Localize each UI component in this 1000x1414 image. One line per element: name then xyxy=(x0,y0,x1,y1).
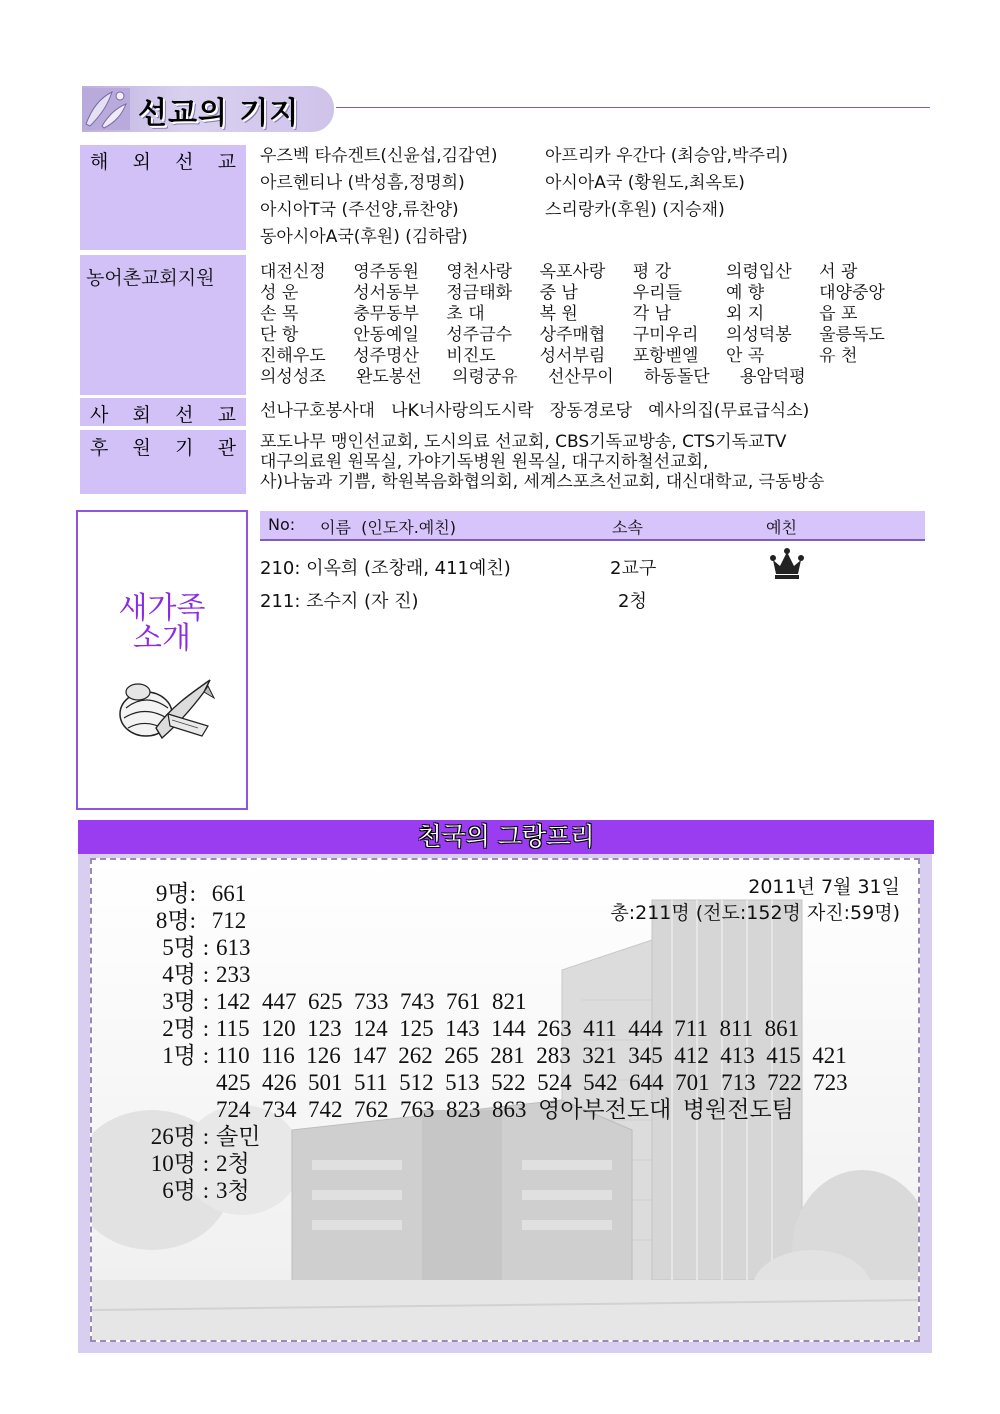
rural-church: 정금태화 xyxy=(446,283,513,303)
row-count: 6명 xyxy=(162,1178,196,1203)
row-separator: : xyxy=(202,1178,210,1203)
row-separator: : xyxy=(202,1016,210,1041)
row-count: 3명 xyxy=(162,989,196,1014)
sponsor-label-char: 기 xyxy=(175,437,194,459)
grand-prix-row xyxy=(216,1069,848,1096)
row-values: 2청 xyxy=(216,1151,250,1176)
rural-church: 대양중앙 xyxy=(819,283,885,303)
row-separator: : xyxy=(202,962,210,987)
row-count: 5명 xyxy=(162,935,196,960)
rural-church: 우리들 xyxy=(632,283,683,303)
row-count: 2명 xyxy=(162,1016,196,1041)
grand-prix-row xyxy=(124,988,527,1015)
grand-prix-title: 천국의 그랑프리 xyxy=(417,822,595,851)
sponsor-list xyxy=(260,432,824,492)
crown-icon xyxy=(770,548,804,580)
rural-church: 유 천 xyxy=(819,346,858,366)
grand-prix-row xyxy=(124,1123,260,1150)
page-title: 선교의 기지 xyxy=(138,96,300,131)
row-count: 26명 xyxy=(150,1124,196,1149)
overseas-label-cell xyxy=(80,145,246,250)
row-count: 8명: xyxy=(155,908,196,933)
rural-label: 농어촌교회지원 xyxy=(86,267,215,289)
overseas-item: 동아시아A국(후원) (김하람) xyxy=(260,227,468,247)
rural-church: 하동돌단 xyxy=(644,367,710,387)
row-separator: : xyxy=(202,1151,210,1176)
rural-church: 대전신정 xyxy=(260,262,326,282)
rural-row xyxy=(260,283,912,304)
rural-church: 비진도 xyxy=(446,346,496,366)
rural-church: 평 강 xyxy=(632,262,671,282)
social-label xyxy=(80,398,246,427)
rural-church: 의성덕봉 xyxy=(725,325,792,345)
row-values: 233 xyxy=(216,962,251,987)
social-label-cell xyxy=(80,398,246,426)
new-family-title-line: 소개 xyxy=(133,621,191,656)
row-values: 613 xyxy=(216,935,251,960)
rural-church: 성서부림 xyxy=(539,346,606,366)
row-count: 9명: xyxy=(155,881,196,906)
row-separator: : xyxy=(202,1043,210,1068)
rural-church: 상주매협 xyxy=(539,325,606,345)
grand-prix-date: 2011년 7월 31일 xyxy=(748,876,900,898)
leaf-decoration-icon xyxy=(82,88,130,130)
grand-prix-row xyxy=(124,1042,847,1069)
sponsor-label-char: 관 xyxy=(217,437,236,459)
row-values: 724 734 742 762 763 823 863 영아부전도대 병원전도팀 xyxy=(216,1097,794,1122)
sponsor-label-char: 후 xyxy=(90,437,109,459)
rural-church: 읍 포 xyxy=(819,304,858,324)
row-count: 10명 xyxy=(150,1151,196,1176)
overseas-item: 아프리카 우간다 (최승암,박주리) xyxy=(545,146,788,166)
row-values: 솔민 xyxy=(216,1124,261,1149)
sponsor-line: 사)나눔과 기쁨, 학원복음화협의회, 세계스포츠선교회, 대신대학교, 극동방송 xyxy=(260,472,825,492)
grand-prix-row xyxy=(216,1096,794,1123)
rural-church: 영천사랑 xyxy=(446,262,513,282)
grand-prix-total: 총:211명 (전도:152명 자진:59명) xyxy=(610,902,900,924)
rural-church: 손 목 xyxy=(260,304,299,324)
rural-church: 성 운 xyxy=(260,283,299,303)
rural-row xyxy=(260,346,912,367)
grand-prix-row xyxy=(124,934,251,961)
sponsor-line: 대구의료원 원목실, 가야기독병원 원목실, 대구지하철선교회, xyxy=(260,452,709,472)
fish-and-bread-illustration-icon xyxy=(112,668,216,744)
sponsor-label xyxy=(80,430,246,460)
row-values: 115 120 123 124 125 143 144 263 411 444 711 811 861 xyxy=(216,1016,800,1041)
rural-church: 의령입산 xyxy=(725,262,792,282)
sponsor-label-char: 원 xyxy=(132,437,151,459)
header-name: 이름 (인도자.예친) xyxy=(320,518,456,537)
rural-church: 충무동부 xyxy=(353,304,419,324)
rural-church: 성서동부 xyxy=(353,283,419,303)
row-values: 712 xyxy=(211,908,247,933)
rural-church: 의령궁유 xyxy=(452,367,518,387)
grand-prix-row xyxy=(124,907,246,934)
rural-row xyxy=(260,304,912,325)
rural-church: 초 대 xyxy=(446,304,485,324)
rural-church: 옥포사랑 xyxy=(539,262,606,282)
rural-label-cell xyxy=(80,255,246,395)
rural-row xyxy=(260,325,912,346)
rural-church: 각 남 xyxy=(632,304,671,324)
new-family-title-line: 새가족 xyxy=(118,591,206,626)
grand-prix-row xyxy=(124,1015,799,1042)
overseas-label xyxy=(80,145,246,174)
overseas-item: 우즈벡 타슈겐트(신윤섭,김갑연) xyxy=(260,146,498,166)
rural-church: 외 지 xyxy=(725,304,765,324)
new-family-dept: 2교구 xyxy=(610,558,657,579)
row-count: 1명 xyxy=(162,1043,196,1068)
header-yechin: 예친 xyxy=(766,518,797,537)
header-rule xyxy=(336,107,930,108)
grand-prix-row xyxy=(124,1150,250,1177)
rural-church: 완도봉선 xyxy=(356,367,422,387)
new-family-dept: 2청 xyxy=(618,591,647,612)
row-separator: : xyxy=(202,1124,210,1149)
rural-church: 선산무이 xyxy=(548,367,614,387)
rural-church: 포항벧엘 xyxy=(632,346,699,366)
new-family-box xyxy=(76,510,248,810)
rural-church: 안동예일 xyxy=(353,325,419,345)
overseas-item: 아시아A국 (황원도,최옥토) xyxy=(545,173,745,193)
overseas-item: 스리랑카(후원) (지승재) xyxy=(545,200,725,220)
grand-prix-row xyxy=(124,1177,250,1204)
overseas-label-char: 해 xyxy=(90,151,109,173)
social-label-char: 회 xyxy=(132,404,151,426)
rural-church: 구미우리 xyxy=(632,325,699,345)
rural-row xyxy=(260,262,912,283)
grand-prix-content xyxy=(90,858,920,1342)
rural-church: 울릉독도 xyxy=(819,325,885,345)
row-values: 3청 xyxy=(216,1178,250,1203)
row-values: 661 xyxy=(211,881,247,906)
overseas-label-char: 선 xyxy=(175,151,194,173)
header-no: No: xyxy=(268,515,296,534)
rural-church: 서 광 xyxy=(819,262,858,282)
row-values: 110 116 126 147 262 265 281 283 321 345 412 413 415 421 xyxy=(216,1043,847,1068)
rural-church: 예 향 xyxy=(725,283,765,303)
overseas-item: 아시아T국 (주선양,류찬양) xyxy=(260,200,459,220)
social-label-char: 선 xyxy=(175,404,194,426)
social-mission-list: 선나구호봉사대 나K너사랑의도시락 장동경로당 예사의집(무료급식소) xyxy=(260,401,810,421)
social-label-char: 교 xyxy=(217,404,236,426)
rural-row xyxy=(260,367,912,388)
social-label-char: 사 xyxy=(90,404,109,426)
rural-church: 영주동원 xyxy=(353,262,419,282)
grand-prix-row xyxy=(124,961,251,988)
rural-church: 진해우도 xyxy=(260,346,326,366)
rural-church: 중 남 xyxy=(539,283,578,303)
row-values: 142 447 625 733 743 761 821 xyxy=(216,989,527,1014)
rural-church: 의성성조 xyxy=(260,367,326,387)
grand-prix-row xyxy=(124,880,246,907)
rural-church: 복 원 xyxy=(539,304,578,324)
overseas-label-char: 외 xyxy=(132,151,151,173)
rural-church: 용암덕평 xyxy=(740,367,806,387)
rural-church-grid xyxy=(260,262,912,388)
row-separator: : xyxy=(202,935,210,960)
new-family-entry: 211: 조수지 (자 진) xyxy=(260,591,419,612)
header-dept: 소속 xyxy=(612,518,643,537)
row-values: 425 426 501 511 512 513 522 524 542 644 701 713 722 723 xyxy=(216,1070,848,1095)
overseas-label-char: 교 xyxy=(217,151,236,173)
sponsor-label-cell xyxy=(80,430,246,494)
sponsor-line: 포도나무 맹인선교회, 도시의료 선교회, CBS기독교방송, CTS기독교TV xyxy=(260,432,787,452)
rural-church: 단 항 xyxy=(260,325,299,345)
new-family-title xyxy=(90,591,234,656)
new-family-entry: 210: 이옥희 (조창래, 411예친) xyxy=(260,558,511,579)
overseas-item: 아르헨티나 (박성흠,정명희) xyxy=(260,173,465,193)
rural-church: 성주명산 xyxy=(353,346,419,366)
row-separator: : xyxy=(202,989,210,1014)
rural-church: 성주금수 xyxy=(446,325,513,345)
rural-church: 안 곡 xyxy=(725,346,765,366)
row-count: 4명 xyxy=(162,962,196,987)
